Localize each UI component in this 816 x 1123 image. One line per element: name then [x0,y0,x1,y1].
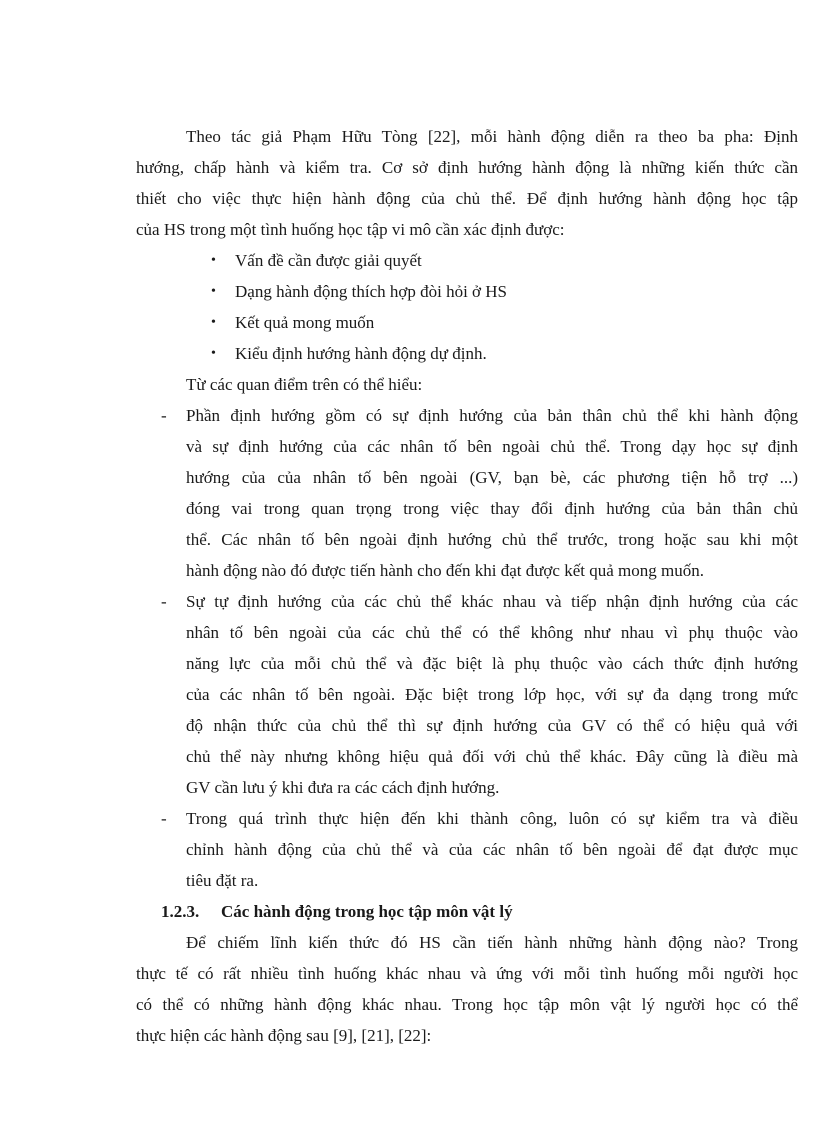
dash-marker: - [161,592,167,611]
dash1-line-5: thể. Các nhân tố bên ngoài định hướng chủ thể trước, trong hoặc sau khi một [186,530,798,549]
para2-line-3: có thể có những hành động khác nhau. Trong học tập môn vật lý người học có thể [136,995,798,1014]
dash3-line-1: Trong quá trình thực hiện đến khi thành công, luôn có sự kiểm tra và điều [186,809,798,828]
bullet-dot-icon: • [211,253,216,268]
para2-line-1: Để chiếm lĩnh kiến thức đó HS cần tiến hành những hành động nào? Trong [186,933,798,952]
dash-marker: - [161,406,167,425]
bullet-item-2: Dạng hành động thích hợp đòi hỏi ở HS [235,282,508,301]
dash2-line-6: chủ thể này nhưng không hiệu quả đối với chủ thể khác. Đây cũng là điều mà [186,747,798,766]
bullet-dot-icon: • [211,284,216,299]
dash1-line-6: hành động nào đó được tiến hành cho đến khi đạt được kết quả mong muốn. [186,561,704,580]
dash2-line-3: năng lực của mỗi chủ thể và đặc biệt là phụ thuộc vào cách thức định hướng [186,654,798,673]
para2-line-2: thực tế có rất nhiều tình huống khác nhau và ứng với mỗi tình huống mỗi người học [136,964,798,983]
dash3-line-3: tiêu đặt ra. [186,871,259,890]
dash2-line-5: độ nhận thức của chủ thể thì sự định hướng của GV có thể có hiệu quả với [186,716,798,735]
dash3-line-2: chỉnh hành động của chủ thể và của các nhân tố bên ngoài để đạt được mục [186,840,798,859]
dash2-line-2: nhân tố bên ngoài của các chủ thể có thể không như nhau vì phụ thuộc vào [186,623,798,642]
dash1-line-3: hướng của của nhân tố bên ngoài (GV, bạn bè, các phương tiện hỗ trợ ...) [186,468,798,487]
bullet-dot-icon: • [211,346,216,361]
bullet-item-3: Kết quả mong muốn [235,313,375,332]
para1-line-2: hướng, chấp hành và kiểm tra. Cơ sở định hướng hành động là những kiến thức cần [136,158,798,177]
bullet-item-4: Kiểu định hướng hành động dự định. [235,344,487,363]
dash-marker: - [161,809,167,828]
dash1-line-4: đóng vai trong quan trọng trong việc thay đổi định hướng của bản thân chủ [186,499,798,518]
dash1-line-2: và sự định hướng của các nhân tố bên ngoài chủ thể. Trong dạy học sự định [186,437,798,456]
dash1-line-1: Phần định hướng gồm có sự định hướng của bản thân chủ thể khi hành động [186,406,798,425]
dash2-line-4: của các nhân tố bên ngoài. Đặc biệt trong lớp học, với sự đa dạng trong mức [186,685,798,704]
para2-line-4: thực hiện các hành động sau [9], [21], [22]: [136,1026,432,1045]
para1-line-3: thiết cho việc thực hiện hành động của chủ thể. Để định hướng hành động học tập [136,189,798,208]
dash2-line-7: GV cần lưu ý khi đưa ra các cách định hướng. [186,778,500,797]
intro-line: Từ các quan điểm trên có thể hiểu: [186,375,423,394]
bullet-dot-icon: • [211,315,216,330]
section-number: 1.2.3. [161,902,200,921]
para1-line-1: Theo tác giả Phạm Hữu Tòng [22], mỗi hành động diễn ra theo ba pha: Định [186,127,798,146]
section-title: Các hành động trong học tập môn vật lý [221,902,513,921]
dash2-line-1: Sự tự định hướng của các chủ thể khác nhau và tiếp nhận định hướng của các [186,592,798,611]
bullet-item-1: Vấn đề cần được giải quyết [235,251,422,270]
para1-line-4: của HS trong một tình huống học tập vi mô cần xác định được: [136,220,565,239]
